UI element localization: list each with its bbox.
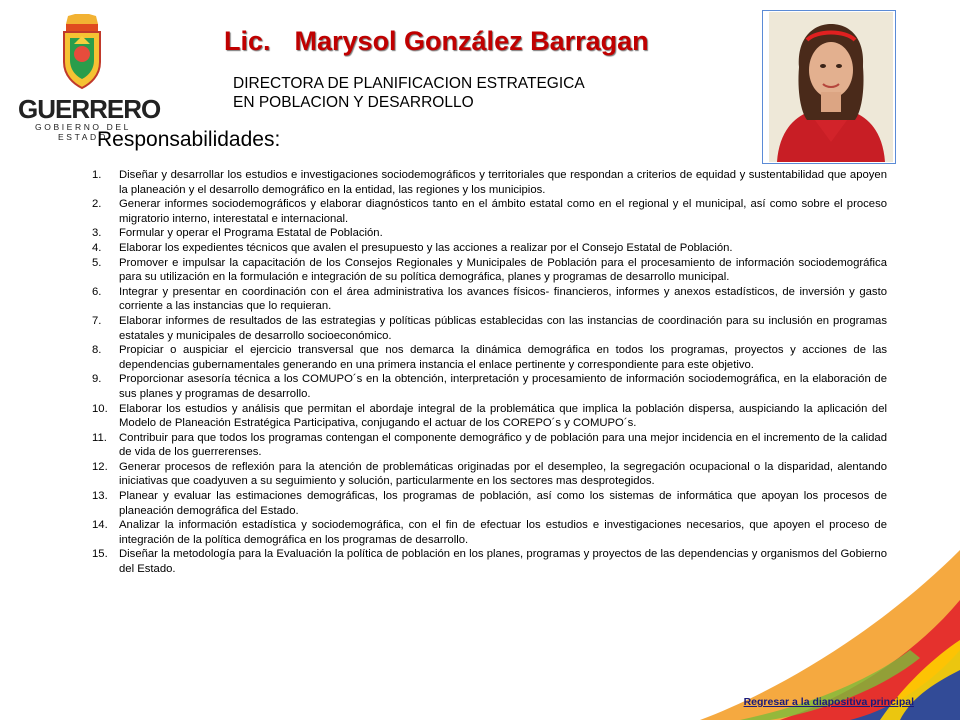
title-name: Marysol González Barragan — [294, 26, 649, 56]
list-item-text: Generar informes sociodemográficos y elaborar diagnósticos tanto en el ámbito estatal como en el regional y el municipal, así como sobre el proceso migratorio interno, interestatal e internacional. — [119, 198, 887, 225]
list-item — [92, 460, 887, 489]
list-item-text: Promover e impulsar la capacitación de los Consejos Regionales y Municipales de Población para el procesamiento de información sociodemográfica para su utilización en la formulación e integración de su política demográfica, planes y programas de desarrollo municipal. — [119, 256, 887, 284]
return-to-main-slide-link[interactable]: Regresar a la diapositiva principal — [743, 696, 914, 708]
list-item — [92, 518, 887, 547]
state-coat-of-arms-icon — [60, 14, 104, 92]
responsibilities-heading: Responsabilidades: — [97, 128, 281, 151]
list-item — [92, 241, 887, 256]
list-item — [92, 372, 887, 401]
list-item — [92, 314, 887, 343]
list-item-text: Integrar y presentar en coordinación con el área administrativa los avances físicos- financieros, informes y anexos estadísticos, de inversión y gasto corriente a las instancias que lo requieran. — [119, 285, 887, 313]
list-item-text: Contribuir para que todos los programas contengan el componente demográfico y de población para una mejor incidencia en el incremento de la calidad de vida de los guerrerenses. — [119, 431, 887, 459]
list-item-number: 13. — [92, 490, 108, 503]
list-item-text: Planear y evaluar las estimaciones demográficas, los programas de población, así como los sistemas de informática que apoyan los procesos de planeación demográfica del Estado. — [119, 490, 887, 517]
list-item — [92, 168, 887, 197]
list-item-number: 4. — [92, 241, 102, 254]
guerrero-logo — [18, 14, 161, 142]
position-subtitle — [233, 74, 585, 112]
title-prefix: Lic. — [224, 26, 271, 56]
list-item-number: 15. — [92, 548, 108, 561]
list-item — [92, 547, 887, 576]
list-item-text: Diseñar la metodología para la Evaluación la política de población en los planes, programas y proyectos de las dependencias y organismos del Gobierno del Estado. — [119, 548, 887, 576]
page-title — [224, 26, 649, 57]
list-item-number: 5. — [92, 256, 102, 269]
list-item-number: 12. — [92, 460, 108, 473]
list-item — [92, 489, 887, 518]
list-item-text: Formular y operar el Programa Estatal de Población. — [119, 227, 383, 240]
list-item-number: 6. — [92, 285, 102, 298]
list-item-number: 8. — [92, 344, 102, 357]
responsibilities-list — [92, 168, 887, 577]
list-item-text: Diseñar y desarrollar los estudios e investigaciones sociodemográficos y territoriales que respondan a criterios de equidad y sustentabilidad que apoyen la planeación y el desarrollo demográfico en la entidad, las regiones y los municipios. — [119, 169, 887, 196]
subtitle-line-2: EN POBLACION Y DESARROLLO — [233, 94, 474, 111]
list-item-text: Elaborar los expedientes técnicos que avalen el presupuesto y las acciones a realizar por el Consejo Estatal de Población. — [119, 241, 733, 254]
list-item-number: 1. — [92, 169, 102, 181]
list-item-number: 10. — [92, 402, 108, 415]
list-item — [92, 285, 887, 314]
list-item — [92, 226, 887, 241]
list-item-text: Generar procesos de reflexión para la atención de problemáticas originadas por el desempleo, la segregación ocupacional o la disparidad, alentando iniciativas que coadyuven a su seguimiento y solución, particularmente en los sectores mas desprotegidos. — [119, 460, 887, 488]
list-item-number: 9. — [92, 373, 102, 386]
list-item — [92, 402, 887, 431]
list-item-text: Elaborar informes de resultados de las estrategias y políticas públicas establecidas con las instancias de coordinación para su inclusión en programas estatales y municipales de desarrollo socioeconómico. — [119, 314, 887, 342]
list-item-text: Elaborar los estudios y análisis que permitan el abordaje integral de la problemática que implica la población dispersa, auspiciando la aplicación del Modelo de Planeación Estratégica Participativa, conjugando el actuar de los COREPO´s y COMUPO´s. — [119, 402, 887, 430]
list-item-number: 2. — [92, 198, 102, 211]
list-item-number: 7. — [92, 314, 102, 327]
list-item — [92, 343, 887, 372]
list-item-number: 11. — [92, 431, 107, 444]
list-item — [92, 197, 887, 226]
logo-subtitle: GOBIERNO DEL ESTADO — [35, 122, 131, 142]
list-item — [92, 256, 887, 285]
logo-wordmark: GUERRERO — [18, 94, 161, 124]
list-item-text: Propiciar o auspiciar el ejercicio transversal que nos demarca la dinámica demográfica en todos los programas, proyectos y acciones de las dependencias gubernamentales generando en una primera instancia el enlace pertinente y correspondiente para este objetivo. — [119, 344, 887, 371]
list-item-number: 3. — [92, 227, 102, 240]
list-item-text: Proporcionar asesoría técnica a los COMUPO´s en la obtención, interpretación y procesamiento de información sociodemográfica, en la elaboración de sus planes y programas de desarrollo. — [119, 373, 887, 400]
subtitle-line-1: DIRECTORA DE PLANIFICACION ESTRATEGICA — [233, 75, 585, 92]
list-item-number: 14. — [92, 519, 108, 532]
portrait-frame — [762, 10, 896, 164]
portrait-photo — [769, 12, 893, 162]
list-item — [92, 431, 887, 460]
list-item-text: Analizar la información estadística y sociodemográfica, con el fin de efectuar los estudios e investigaciones necesarios, que apoyen el proceso de integración de la política demográfica en los programas de desarrollo. — [119, 519, 887, 546]
